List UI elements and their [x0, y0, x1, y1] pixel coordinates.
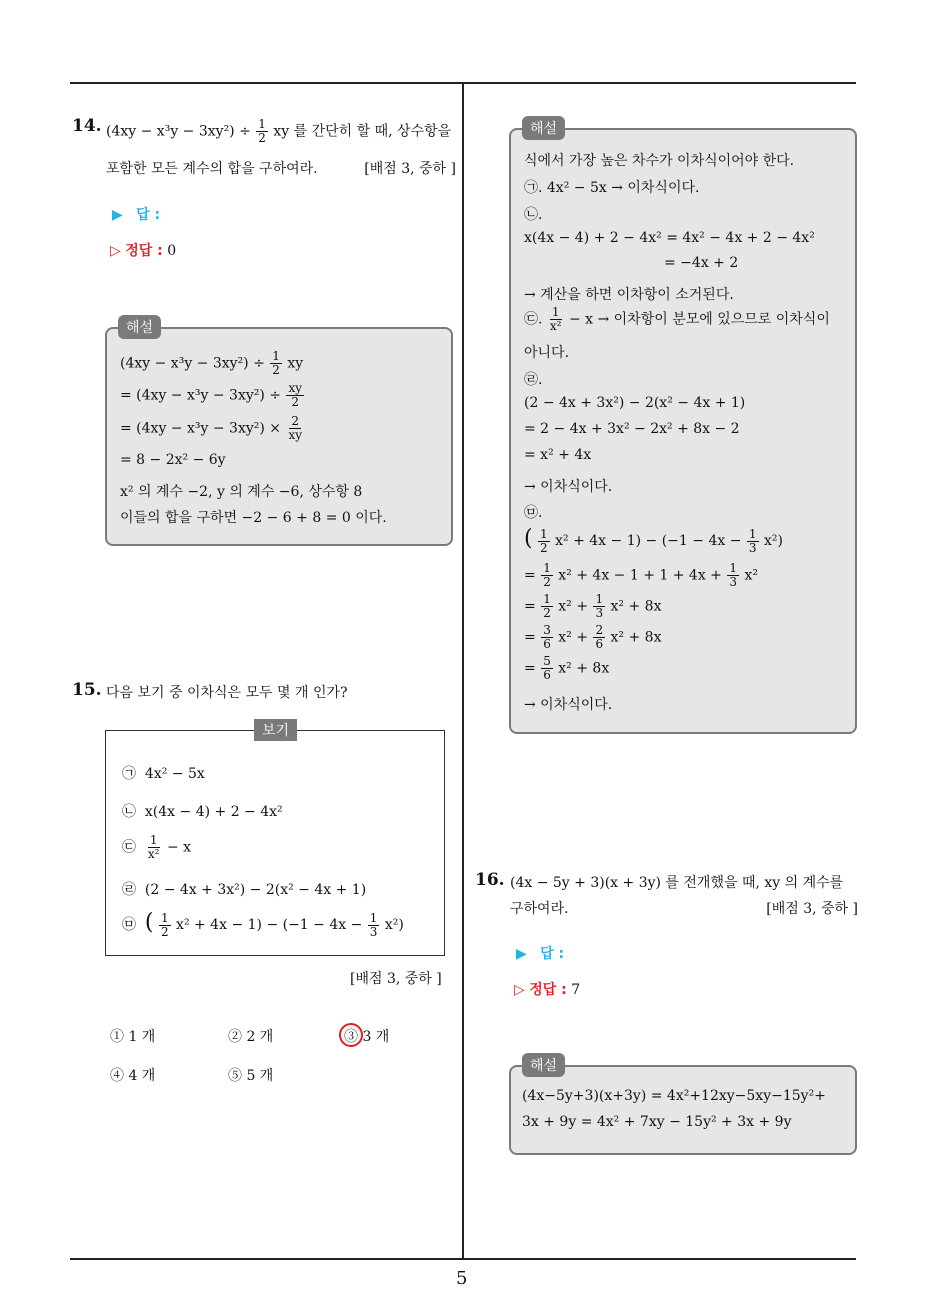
frac-den: 3 — [729, 575, 738, 589]
frac-den: x² — [549, 319, 562, 333]
q14-fraction — [256, 118, 268, 145]
frac-num: 1 — [272, 349, 280, 363]
item-frac — [159, 912, 171, 939]
outline-triangle-icon: ▷ — [514, 982, 525, 998]
q14-answer-label: 답 : — [136, 207, 161, 223]
eq: = — [524, 567, 536, 584]
q14-text-after: xy 를 간단히 할 때, 상수항을 — [273, 123, 452, 140]
frac — [727, 562, 739, 589]
frac-den: 3 — [748, 540, 757, 555]
rexp-l1: 식에서 가장 높은 차수가 이차식이어야 한다. — [524, 153, 795, 169]
q15-score: [배점 3, 중하 ] — [350, 971, 442, 987]
frac — [538, 528, 550, 555]
column-divider — [462, 84, 464, 1259]
q14-text-before: (4xy − x³y − 3xy²) ÷ — [106, 123, 251, 140]
rexp-l8: 아니다. — [524, 345, 570, 361]
q14-exp-line5: x² 의 계수 −2, y 의 계수 −6, 상수항 8 — [120, 484, 363, 500]
q14-frac-num: 1 — [258, 117, 266, 131]
item-expression: 4x² − 5x — [144, 766, 205, 782]
frac-den: xy — [288, 428, 302, 442]
q15-choice-3[interactable]: ③ 3 개 — [344, 1029, 390, 1045]
q16-correct-row — [514, 979, 580, 999]
rexp-l7b: − x → 이차항이 분모에 있으므로 이차식이 — [568, 311, 830, 328]
eq: = — [524, 598, 536, 615]
frac-num: 3 — [543, 623, 551, 637]
q15-choice-2[interactable]: ② 2 개 — [228, 1029, 274, 1045]
q15-choice-1[interactable]: ① 1 개 — [110, 1029, 156, 1045]
q15-item-a — [122, 763, 205, 783]
outline-triangle-icon: ▷ — [110, 243, 121, 259]
q14-exp-l3-frac — [286, 415, 304, 442]
q14-exp-l1a: (4xy − x³y − 3xy²) ÷ — [120, 355, 265, 372]
expr: x² + — [558, 598, 588, 615]
q14-exp-l2a: = (4xy − x³y − 3xy²) ÷ — [120, 387, 281, 404]
frac-den: 3 — [369, 924, 378, 939]
q16-line2-text: 구하여라. — [510, 901, 569, 917]
item-marker: ㉣ — [122, 882, 136, 898]
rexp-l13: → 이차식이다. — [524, 479, 613, 495]
frac-den: 2 — [160, 924, 169, 939]
item-expression: x(4x − 4) + 2 − 4x² — [144, 804, 283, 820]
q15-text: 다음 보기 중 이차식은 모두 몇 개 인가? — [106, 685, 348, 701]
q14-explanation-tag: 해설 — [118, 315, 161, 339]
rexp-l12: = x² + 4x — [524, 447, 592, 463]
frac-num: 1 — [369, 910, 378, 925]
paren: ( — [524, 526, 533, 551]
rexp-l9: ㉣. — [524, 372, 543, 388]
expr: x² + 8x — [610, 629, 662, 646]
q15-number: 15. — [72, 680, 102, 700]
q16-number: 16. — [475, 870, 505, 890]
q14-exp-line2 — [120, 382, 305, 409]
q16-answer-row — [516, 943, 564, 963]
q15-item-d — [122, 879, 366, 899]
q14-frac-den: 2 — [258, 131, 266, 145]
frac-num: 2 — [595, 623, 604, 637]
q14-exp-line4: = 8 − 2x² − 6y — [120, 452, 226, 468]
q15-item-c — [122, 834, 191, 861]
item-marker: ㉤ — [122, 917, 136, 933]
q15-bogi-tag: 보기 — [254, 719, 297, 741]
frac — [541, 624, 553, 651]
q16-exp-line2: 3x + 9y = 4x² + 7xy − 15y² + 3x + 9y — [522, 1114, 792, 1130]
rexp-l10: (2 − 4x + 3x²) − 2(x² − 4x + 1) — [524, 395, 746, 411]
rexp-l6: → 계산을 하면 이차항이 소거된다. — [524, 287, 734, 303]
q14-line2 — [106, 156, 456, 182]
rexp-l17 — [524, 593, 661, 620]
rexp-l4: x(4x − 4) + 2 − 4x² = 4x² − 4x + 2 − 4x² — [524, 230, 815, 246]
frac-num: 1 — [551, 305, 560, 319]
rexp-l16 — [524, 562, 758, 589]
frac — [593, 624, 605, 651]
q16-line2 — [510, 896, 858, 922]
q14-number: 14. — [72, 116, 102, 136]
expr: x² + 8x — [558, 660, 610, 677]
rexp-l3: ㉡. — [524, 207, 543, 223]
item-expression-tail: x²) — [384, 917, 404, 933]
frac-num: 1 — [540, 526, 548, 541]
frac-num: 5 — [543, 654, 551, 668]
frac-den: x² — [147, 847, 160, 861]
q14-correct-label: 정답 : — [125, 243, 163, 259]
q15-explanation-tag: 해설 — [522, 116, 565, 140]
item-frac — [146, 834, 162, 861]
expr: x² + 4x − 1 + 1 + 4x + — [558, 567, 722, 584]
item-marker: ㉡ — [122, 804, 136, 820]
q14-answer-row — [112, 204, 160, 224]
q14-text — [106, 118, 456, 145]
q16-correct-label: 정답 : — [529, 982, 567, 998]
frac-den: 2 — [540, 540, 548, 555]
frac-den: 2 — [291, 395, 300, 409]
q14-exp-line3 — [120, 415, 305, 442]
item-frac — [368, 912, 380, 939]
rexp-l15 — [524, 526, 783, 555]
frac — [593, 593, 605, 620]
rexp-l7 — [524, 306, 830, 333]
q15-choice-5[interactable]: ⑤ 5 개 — [228, 1068, 274, 1084]
frac-den: 2 — [543, 575, 551, 589]
q16-explanation-tag: 해설 — [522, 1053, 565, 1077]
frac-den: 2 — [543, 606, 551, 620]
q14-exp-line1 — [120, 350, 303, 377]
frac-num: 1 — [149, 833, 158, 847]
frac — [541, 593, 553, 620]
item-expression: (2 − 4x + 3x²) − 2(x² − 4x + 1) — [144, 882, 367, 898]
frac-num: 2 — [291, 414, 300, 428]
expr: x² + 8x — [610, 598, 662, 615]
frac-num: 1 — [729, 561, 738, 575]
frac — [747, 528, 759, 555]
frac-num: 1 — [543, 561, 551, 575]
rexp-l11: = 2 − 4x + 3x² − 2x² + 8x − 2 — [524, 421, 740, 437]
q14-correct-value: 0 — [167, 243, 177, 259]
frac-den: 6 — [595, 637, 604, 651]
expr: x² + — [558, 629, 588, 646]
q15-item-b — [122, 801, 283, 821]
rexp-l20: → 이차식이다. — [524, 697, 613, 713]
frac-num: 1 — [543, 592, 551, 606]
item-marker: ㉠ — [122, 766, 136, 782]
play-triangle-icon: ▶ — [516, 946, 527, 962]
expr: x² + 4x − 1) − (−1 − 4x − — [555, 533, 742, 549]
q16-correct-value: 7 — [571, 982, 581, 998]
q14-exp-l1-frac — [270, 350, 282, 377]
item-expression: x² + 4x − 1) − (−1 − 4x − — [176, 917, 363, 933]
rexp-l7-frac — [548, 306, 564, 333]
q14-score: [배점 3, 중하 ] — [364, 161, 456, 177]
q14-exp-l2-frac — [286, 382, 304, 409]
rexp-l19 — [524, 655, 609, 682]
paren: ( — [144, 910, 154, 935]
frac-den: 6 — [543, 637, 551, 651]
q14-line2-text: 포함한 모든 계수의 합을 구하여라. — [106, 161, 318, 177]
q15-item-e — [122, 910, 404, 939]
frac-den: 3 — [595, 606, 604, 620]
q14-correct-row — [110, 240, 176, 260]
bottom-rule — [70, 1258, 856, 1260]
frac-num: 1 — [595, 592, 604, 606]
expr: x²) — [763, 533, 783, 549]
eq: = — [524, 660, 536, 677]
rexp-l18 — [524, 624, 661, 651]
q16-score: [배점 3, 중하 ] — [766, 901, 858, 917]
rexp-l7a: ㉢. — [524, 311, 543, 328]
frac-den: 2 — [272, 363, 280, 377]
frac — [541, 655, 553, 682]
frac-num: 1 — [748, 526, 757, 541]
q15-choice-4[interactable]: ④ 4 개 — [110, 1068, 156, 1084]
frac-den: 6 — [543, 668, 551, 682]
q14-exp-l3a: = (4xy − x³y − 3xy²) × — [120, 420, 281, 437]
expr: x² — [744, 567, 758, 584]
eq: = — [524, 629, 536, 646]
q14-exp-l1b: xy — [287, 355, 304, 372]
rexp-l2: ㉠. 4x² − 5x → 이차식이다. — [524, 180, 700, 196]
page-number: 5 — [456, 1268, 468, 1289]
frac — [541, 562, 553, 589]
q16-exp-line1: (4x−5y+3)(x+3y) = 4x²+12xy−5xy−15y²+ — [522, 1088, 826, 1104]
rexp-l5: = −4x + 2 — [664, 255, 739, 271]
rexp-l14: ㉤. — [524, 505, 543, 521]
q16-text: (4x − 5y + 3)(x + 3y) 를 전개했을 때, xy 의 계수를 — [510, 875, 844, 891]
item-marker: ㉢ — [122, 839, 136, 856]
frac-num: xy — [288, 381, 302, 395]
item-expression: − x — [166, 839, 192, 856]
frac-num: 1 — [160, 910, 169, 925]
q16-explanation-box — [509, 1065, 857, 1155]
q16-answer-label: 답 : — [540, 946, 565, 962]
q14-exp-line6: 이들의 합을 구하면 −2 − 6 + 8 = 0 이다. — [120, 510, 387, 526]
play-triangle-icon: ▶ — [112, 207, 123, 223]
